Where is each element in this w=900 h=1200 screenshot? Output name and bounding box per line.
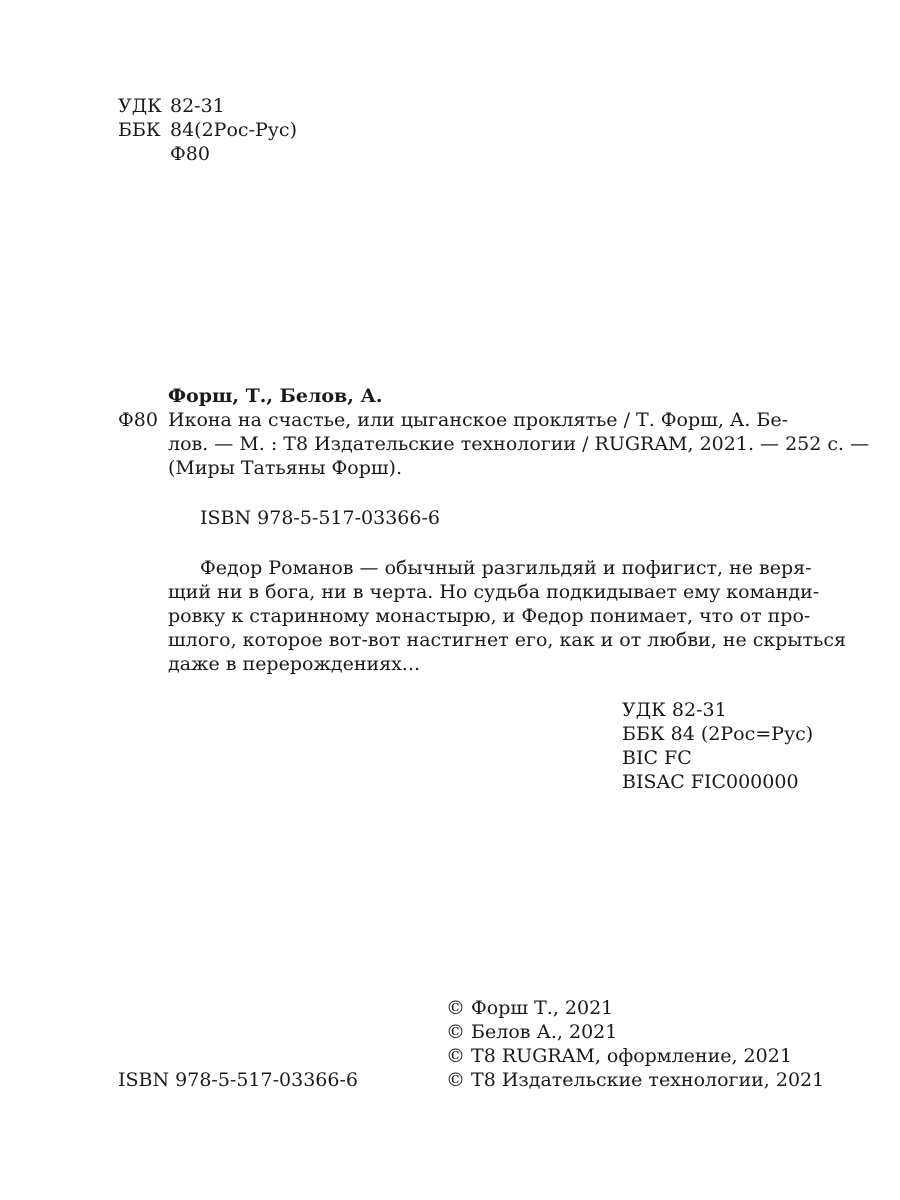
copyright-line: © Форш Т., 2021	[446, 997, 614, 1019]
isbn-text: ISBN 978-5-517-03366-6	[200, 507, 440, 529]
index-code: BISAC FIC000000	[622, 771, 799, 793]
index-code: УДК 82-31	[622, 699, 727, 721]
bbk-label: ББК	[118, 119, 161, 141]
copyright-line: © Т8 Издательские технологии, 2021	[446, 1069, 825, 1091]
bib-line: (Миры Татьяны Форш).	[168, 457, 403, 479]
udk-row	[118, 94, 225, 118]
copyright-line: © Белов А., 2021	[446, 1021, 618, 1043]
udk-label: УДК	[118, 95, 162, 117]
bib-line: Икона на счастье, или цыганское проклятье / Т. Форш, А. Бе-	[168, 409, 788, 431]
index-code: ББК 84 (2Рос=Рус)	[622, 723, 814, 745]
index-code: BIC FC	[622, 747, 692, 769]
bbk-row	[118, 118, 297, 142]
authors-heading: Форш, Т., Белов, А.	[168, 385, 383, 407]
author-mark-value: Ф80	[170, 143, 210, 165]
annotation-line: шлого, которое вот-вот настигнет его, как и от любви, не скрыться	[168, 629, 847, 651]
bbk-value: 84(2Рос-Рус)	[170, 119, 297, 141]
annotation-line: даже в перерождениях...	[168, 653, 421, 675]
cutter-code: Ф80	[118, 409, 158, 431]
udk-value: 82-31	[170, 95, 225, 117]
bib-line: лов. — М. : Т8 Издательские технологии / RUGRAM, 2021. — 252 с. —	[168, 433, 870, 455]
copyright-line: © Т8 RUGRAM, оформление, 2021	[446, 1045, 792, 1067]
annotation-line: ровку к старинному монастырю, и Федор понимает, что от про-	[168, 605, 811, 627]
author-mark-row	[118, 142, 210, 166]
isbn-bottom: ISBN 978-5-517-03366-6	[118, 1069, 358, 1091]
annotation-line: Федор Романов — обычный разгильдяй и пофигист, не веря-	[200, 557, 812, 579]
annotation-line: щий ни в бога, ни в черта. Но судьба подкидывает ему команди-	[168, 581, 820, 603]
